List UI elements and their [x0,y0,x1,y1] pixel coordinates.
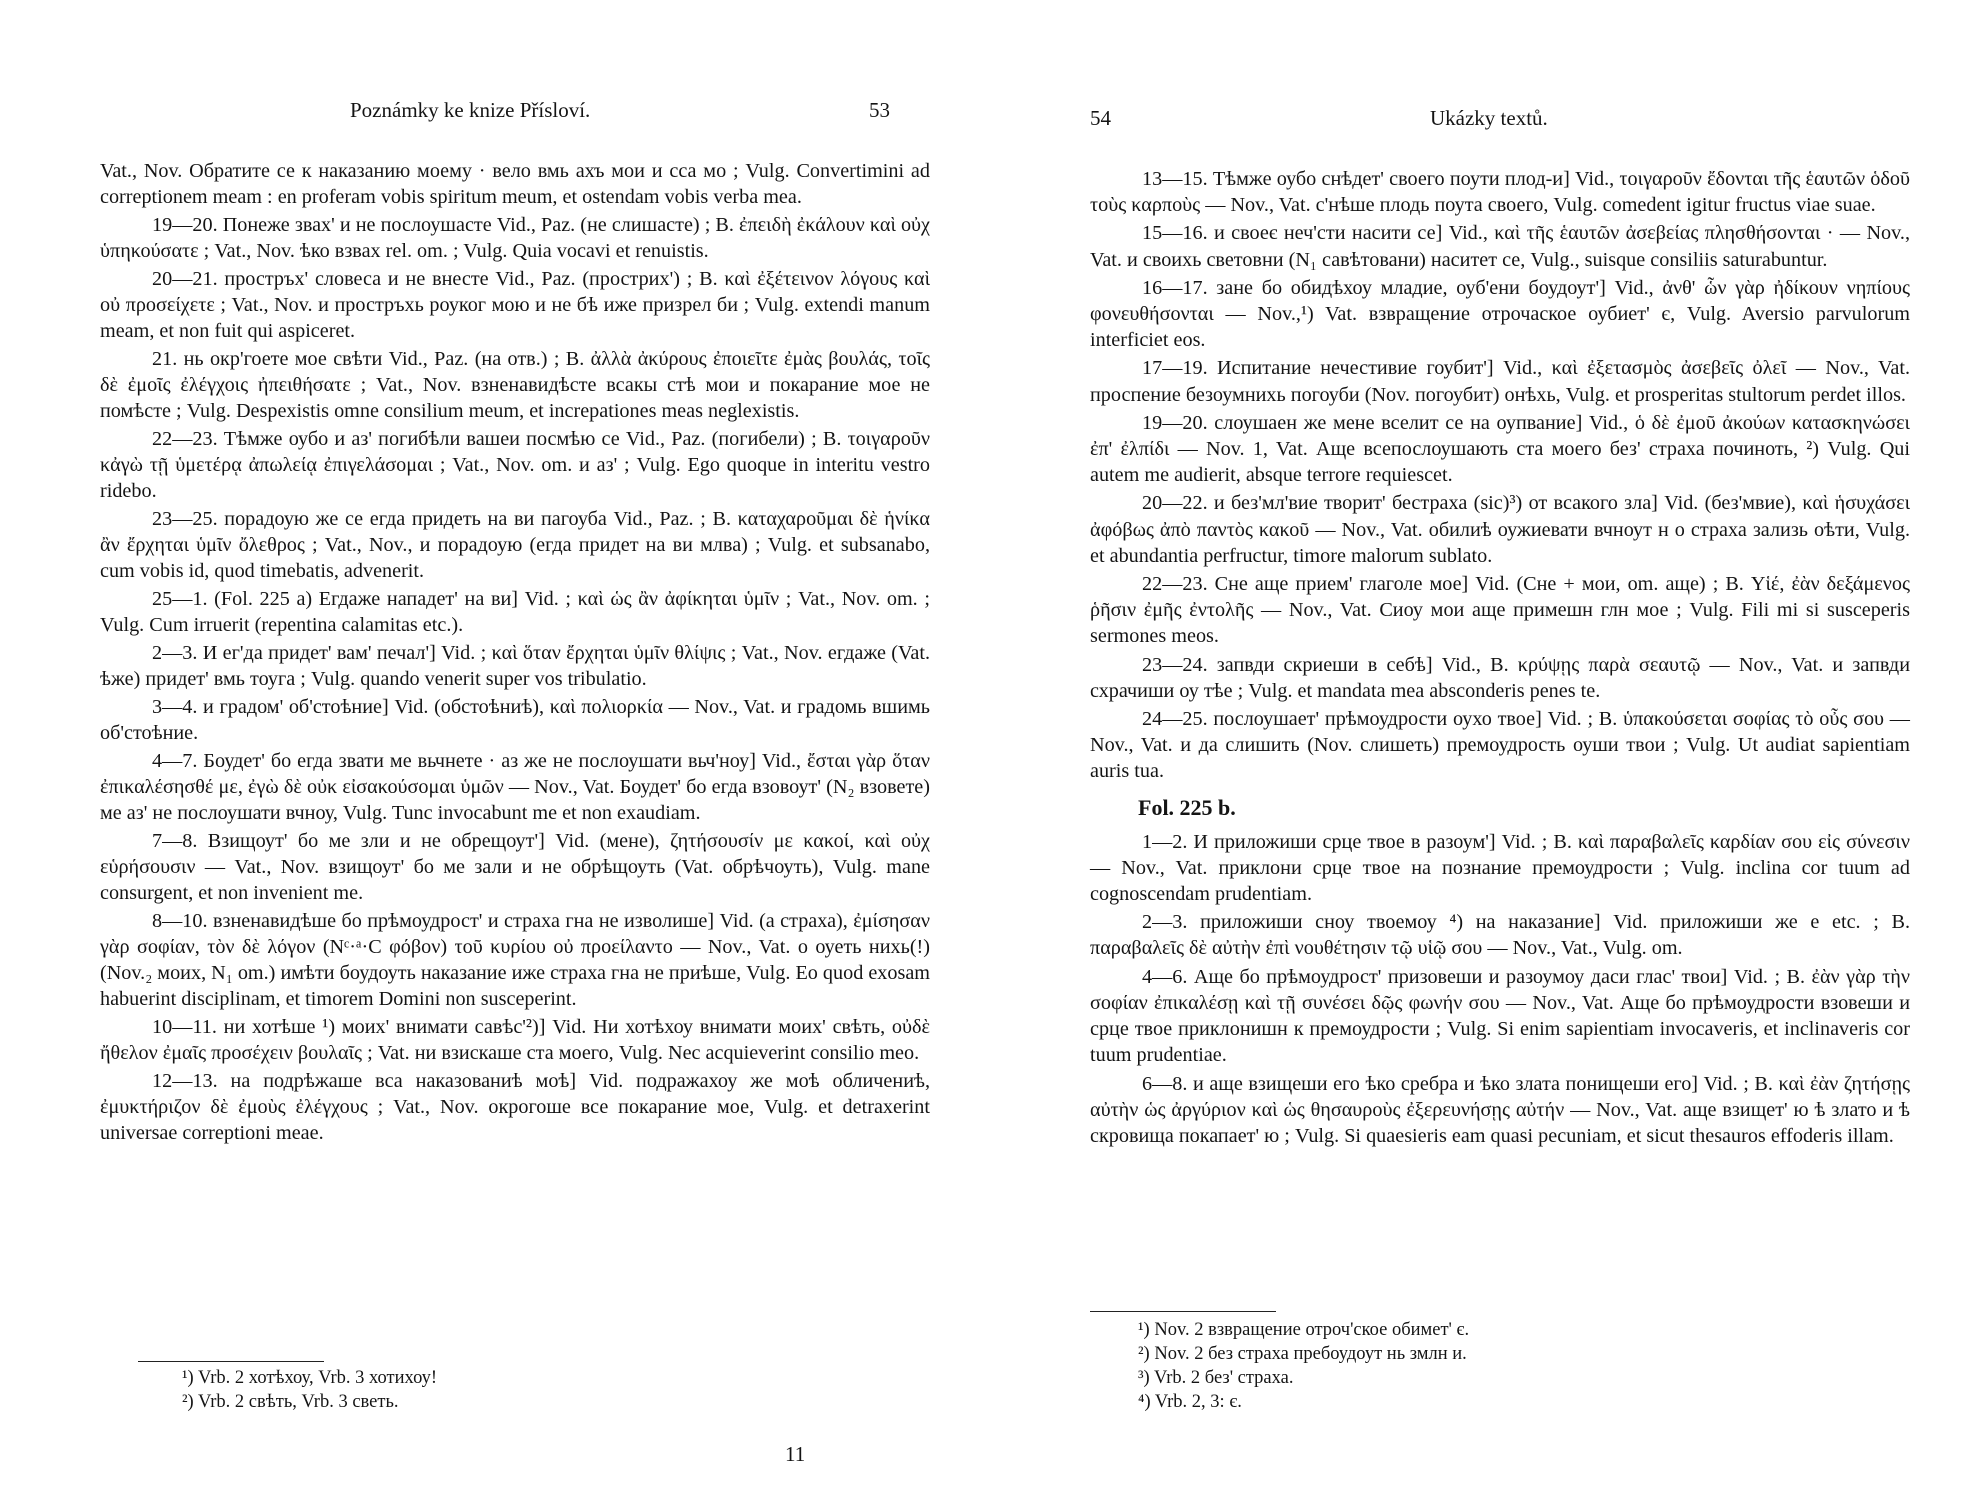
commentary-entry: 23—24. запвди скриеши в себѣ] Vid., B. κρύψῃς παρὰ σεαυτῷ — Nov., Vat. и запвди схрачиши оу тѣе ; Vulg. et mandata mea absconderis penes te. [1090,653,1910,702]
commentary-entry: 17—19. Испитание нечестивие гоубит'] Vid., καὶ ἐξετασμὸς ἀσεβεῖς ὀλεῖ — Nov., Vat. проспение безоумнихь погоуби (Nov. погоубит) онѣхь, Vulg. et prosperitas stultorum perdet illos. [1090,357,1910,406]
commentary-entry: 12—13. на подрѣжаше вса наказованиѣ моѣ] Vid. подражахоу же моѣ обличениѣ, ἐμυκτήριζον δὲ ἐμοὺς ἐλέγχους ; Vat., Nov. окрогоше все покарание мое, Vulg. et detraxerint universae correptioni meae. [100,1070,931,1144]
left-page-body [100,158,930,1148]
commentary-entry: 2—3. И ег'да придет' вам' печал'] Vid. ; καὶ ὅταν ἔρχηται ὑμῖν θλίψις ; Vat., Nov. егдаже (Vat. ѣже) придет' вмь тоуга ; Vulg. quando venerit super vos tribulatio. [100,642,930,690]
commentary-entry: 23—25. порадоую же се егда придеть на ви пагоуба Vid., Paz. ; B. καταχαροῦμαι δὲ ἡνίκα ἂν ἔρχηται ὑμῖν ὄλεθρος ; Vat., Nov., и порадоую (егда придет на ви млва) ; Vulg. et subsanabo, cum vobis id, quod timebatis, advenerit. [100,508,930,582]
right-running-title: Ukázky textů. [1430,106,1548,130]
left-page-number: 53 [869,98,890,122]
commentary-entry: 16—17. зане бо обидѣхоу младие, оуб'ени боудоут'] Vid., ἀνθ' ὧν γὰρ ἠδίκουν νηπίους φονευθήσονται — Nov.,¹) Vat. взвращение отрочаское оубиет' є, Vulg. Aversio parvulorum interficiet eos. [1090,276,1910,352]
commentary-entry: 15—16. и своеє неч'сти насити се] Vid., καὶ τῆς ἑαυτῶν ἀσεβείας πλησθήσονται · — Nov., Vat. и своихь световни (N₁ савѣтовани) наситет се, Vulg., suisque consiliis saturabuntur. [1090,222,1910,271]
footnote: ²) Vrb. 2 свѣть, Vrb. 3 светь. [182,1392,399,1412]
footnote-rule [138,1361,324,1362]
commentary-entry: 22—23. Тѣмже оубо и аз' погибѣли вашеи посмѣю се Vid., Paz. (погибели) ; B. τοιγαροῦν κἀγὼ τῇ ὑμετέρᾳ ἀπωλείᾳ ἐπιγελάσομαι ; Vat., Nov. om. и аз' ; Vulg. Ego quoque in interitu vestro ridebo. [100,428,930,502]
left-running-title: Poznámky ke knize Přísloví. [350,98,591,122]
commentary-entry: 8—10. взненавидѣше бо прѣмоудрост' и страха гна не изволише] Vid. (а страха), ἐμίσησαν γὰρ σοφίαν, τὸν δὲ λόγον (Nᶜ·ᵃ·C φόβον) τοῦ κυρίου οὐ προείλαντο — Nov., Vat. о оуеть нихь(!) (Nov.₂ моих, N₁ om.) имѣти боудоуть наказание иже страха гна не приѣше, Vulg. Eo quod exosam habuerint disciplinam, et timorem Domini non susceperint. [100,910,931,1010]
commentary-entry: 25—1. (Fol. 225 a) Егдаже нападет' на ви] Vid. ; καὶ ὡς ἂν ἀφίκηται ὑμῖν ; Vat., Nov. om. ; Vulg. Cum irruerit (repentina calamitas etc.). [100,588,930,636]
commentary-entry: 20—22. и без'мл'вие творит' бестраха (sic)³) от всакого зла] Vid. (без'мвие), καὶ ἡσυχάσει ἀφόβως ἀπὸ παντὸς κακοῦ — Nov., Vat. обилиѣ оужиевати вчноут н о страха зализь оѣти, Vulg. et abundantia perfructur, timore malorum sublato. [1090,492,1910,567]
commentary-entry: 20—21. простръх' словеса и не внесте Vid., Paz. (простриx') ; B. καὶ ἐξέτεινον λόγους καὶ οὐ προσείχετε ; Vat., Nov. и простръхь роуког мою и не бѣ иже призрел би ; Vulg. extendi manum meam, et non fuit qui aspiceret. [100,268,930,342]
commentary-entry: 22—23. Сне аще прием' глаголе мое] Vid. (Сне + мои, om. аще) ; B. Υἱέ, ἐὰν δεξάμενος ῥῆσιν ἐμῆς ἐντολῆς — Nov., Vat. Сиоу мои аще примешн глн мое ; Vulg. Fili mi si susceperis sermones meos. [1090,573,1910,648]
right-page-number: 54 [1090,106,1111,130]
commentary-entry: 24—25. послоушает' прѣмоудрости оухо твое] Vid. ; B. ὑπακούσεται σοφίας τὸ οὖς σου — Nov., Vat. и да слишить (Nov. слишеть) премоудрость оуши твои ; Vulg. Ut audiat sapientiam auris tua. [1090,708,1910,783]
folio-heading: Fol. 225 b. [1138,794,1236,820]
right-running-head [1090,98,1910,128]
footnote: ³) Vrb. 2 без' страха. [1138,1368,1294,1388]
left-running-head [100,98,930,128]
commentary-entry: 6—8. и аще взищеши его ѣко сребра и ѣко злата понищеши его] Vid. ; B. καὶ ἐὰν ζητήσῃς αὐτὴν ὡς ἀργύριον καὶ ὡς θησαυροὺς ἐξερευνήσῃς αὐτήν — Nov., Vat. аще взищет' ю ѣ злато и ѣ скровища покапает' ю ; Vulg. Si quaesieris eam quasi pecuniam, et sicut thesauros effoderis illam. [1090,1072,1910,1147]
commentary-entry: 19—20. слоушаен же мене вселит се на оупвание] Vid., ὁ δὲ ἐμοῦ ἀκούων κατασκηνώσει ἐπ' ἐλπίδι — Nov. 1, Vat. Аще всепослоушають ста моего без' страха починоть, ²) Vulg. Qui autem me audierit, absque terrore requiescet. [1090,411,1910,487]
right-page [1090,0,1910,1500]
commentary-entry: 10—11. ни хотѣше ¹) моих' внимати савѣс'²)] Vid. Ни хотѣхоу внимати моих' свѣть, οὐδὲ ἤθελον ἐμαῖς προσέχειν βουλαῖς ; Vat. ни взискаше ста моего, Vulg. Nec acquieverint consilio meo. [100,1016,930,1064]
commentary-entry: 21. нь окр'гоете мое свѣти Vid., Paz. (на отв.) ; B. ἀλλὰ ἀκύρους ἐποιεῖτε ἐμὰς βουλάς, τοῖς δὲ ἐμοῖς ἐλέγχοις ἠπειθήσατε ; Vat., Nov. взненавидѣсте всакы стѣ мои и покарание мое не помѣсте ; Vulg. Despexistis omne consilium meum, et increpationes meas neglexistis. [100,348,930,422]
commentary-entry: 19—20. Понеже звах' и не послоушасте Vid., Paz. (не слишасте) ; B. ἐπειδὴ ἐκάλουν καὶ οὐχ ὑπηκούσατε ; Vat., Nov. ѣко взвах rel. om. ; Vulg. Quia vocavi et renuistis. [100,214,930,262]
commentary-entry: 3—4. и градом' об'стоѣние] Vid. (обстоѣниѣ), καὶ πολιορκία — Nov., Vat. и градомь вшимь об'стоѣние. [100,696,930,744]
footnote-rule [1090,1311,1276,1312]
commentary-entry: 2—3. приложиши сноу твоемоу ⁴) на наказание] Vid. приложиши же е etc. ; B. παραβαλεῖς δὲ αὐτὴν ἐπὶ νουθέτησιν τῷ υἱῷ σου — Nov., Vat., Vulg. om. [1090,911,1910,960]
left-page [100,0,930,1500]
signature-number: 11 [785,1442,806,1466]
commentary-entry: 4—6. Аще бо прѣмоудрост' призовеши и разоумоу даси глас' твои] Vid. ; B. ἐὰν γὰρ τὴν σοφίαν ἐπικαλέσῃ καὶ τῇ συνέσει δῷς φωνήν σου — Nov., Vat. Аще бо прѣмоудрости взовеши и срце твое приклонишн к премоудрости ; Vulg. Si enim sapientiam invocaveris, et inclinaveris cor tuum prudentiae. [1090,965,1910,1067]
footnote: ¹) Vrb. 2 хотѣхоу, Vrb. 3 хотихоу! [182,1368,438,1388]
commentary-entry: Vat., Nov. Обратите се к наказанию моему · вело вмь ахъ мои и сса мо ; Vulg. Convertimini ad correptionem meam : en proferam vobis spiritum meum, et ostendam vobis verba mea. [100,160,930,208]
footnote: ⁴) Vrb. 2, 3: є. [1138,1392,1242,1412]
footnote: ²) Nov. 2 без страха пребоудоут нь змлн и. [1138,1344,1467,1364]
commentary-entry: 1—2. И приложиши срце твое в разоум'] Vid. ; B. καὶ παραβαλεῖς καρδίαν σου εἰς σύνεσιν — Nov., Vat. приклони срце твое на познание премоудрости ; Vulg. inclina cor tuum ad cognoscendam prudentiam. [1090,830,1910,906]
right-footnotes [1138,1318,1469,1414]
commentary-entry: 7—8. Взищоут' бо ме зли и не обрещоут'] Vid. (мене), ζητήσουσίν με κακοί, καὶ οὐχ εὑρήσουσιν — Vat., Nov. взищоут' бо ме зали и не обрѣщоуть (Vat. обрѣчоуть), Vulg. mane consurgent, et non invenient me. [100,830,930,904]
commentary-entry: 4—7. Боудет' бо егда звати ме вьчнете · аз же не послоушати вьч'ноу] Vid., ἔσται γὰρ ὅταν ἐπικαλέσησθέ με, ἐγὼ δὲ οὐκ εἰσακούσομαι ὑμῶν — Nov., Vat. Боудет' бо егда взовоут' (N₂ взовете) ме аз' не послоушати вчноу, Vulg. Tunc invocabunt me et non exaudiam. [100,750,930,824]
footnote: ¹) Nov. 2 взвращение отроч'ское обимет' є. [1138,1320,1470,1340]
commentary-entry: 13—15. Тѣмже оубо снѣдет' своего поути плод-и] Vid., τοιγαροῦν ἔδονται τῆς ἑαυτῶν ὁδοῦ τοὺς καρποὺς — Nov., Vat. с'нѣше плодь поута своего, Vulg. comedent igitur fructus viae suae. [1090,168,1910,217]
left-footnotes [182,1366,437,1414]
right-page-body [1090,166,1910,1151]
